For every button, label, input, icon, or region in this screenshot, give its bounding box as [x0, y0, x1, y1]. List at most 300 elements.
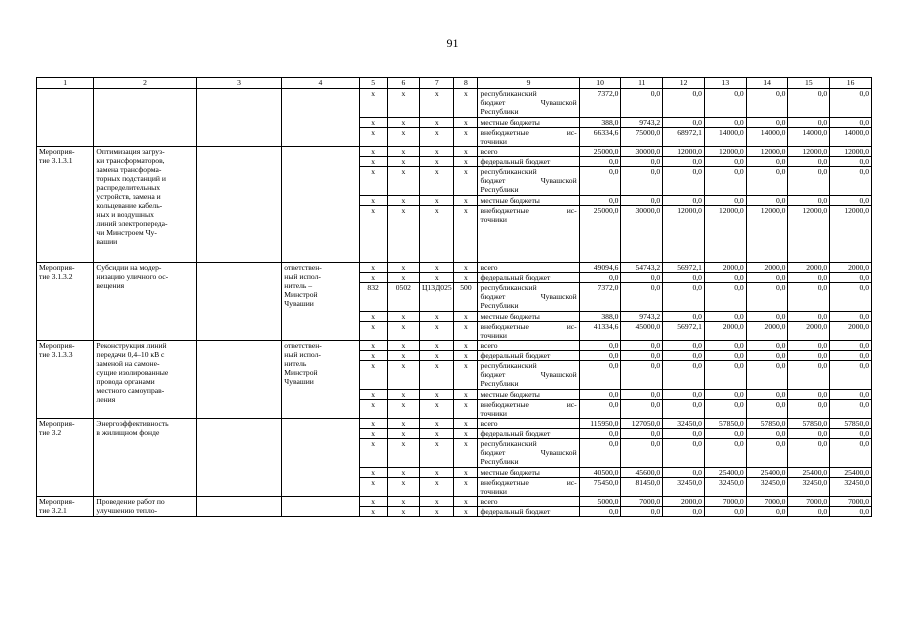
funding-value: 32450,0 [663, 478, 705, 497]
source-text: Чувашской [540, 370, 577, 379]
funding-value: 0,0 [621, 167, 663, 196]
header-row [37, 78, 872, 89]
funding-value: 57850,0 [704, 419, 746, 429]
funding-source [478, 400, 579, 419]
source-text: бюджет [480, 176, 506, 185]
funding-source [478, 478, 579, 497]
budget-code: x [420, 167, 454, 196]
funding-value: 0,0 [788, 196, 830, 206]
source-text: федеральный бюджет [480, 429, 551, 438]
cell-line: тие 3.1.3.3 [39, 350, 73, 359]
cell-line: тие 3.1.3.2 [39, 272, 73, 281]
table-row [37, 341, 872, 351]
source-text: республиканский [480, 283, 537, 292]
funding-value: 2000,0 [830, 322, 872, 341]
funding-value: 0,0 [579, 196, 621, 206]
funding-value: 9743,2 [621, 118, 663, 128]
source-text: республиканский [480, 167, 537, 176]
cell-line: ления [96, 395, 116, 404]
budget-code: x [454, 273, 478, 283]
source-text: ис- [566, 322, 577, 331]
empty-cell [196, 89, 282, 147]
funding-source [478, 167, 579, 196]
budget-code: x [420, 147, 454, 157]
funding-value: 12000,0 [830, 147, 872, 157]
funding-source [478, 263, 579, 273]
cell-line: тие 3.1.3.1 [39, 156, 73, 165]
funding-value: 56972,1 [663, 322, 705, 341]
cell-line: ный испол- [284, 350, 321, 359]
budget-code: x [387, 478, 419, 497]
funding-value: 0,0 [746, 361, 788, 390]
budget-code: Ц13Д025 [420, 283, 454, 312]
measure-title [94, 147, 196, 263]
budget-code: x [359, 439, 387, 468]
column-number: 12 [663, 78, 705, 89]
funding-value: 115950,0 [579, 419, 621, 429]
funding-value: 388,0 [579, 118, 621, 128]
source-text: внебюджетные [480, 322, 529, 331]
budget-code: x [420, 263, 454, 273]
funding-value: 0,0 [704, 283, 746, 312]
cell-line: тие 3.2 [39, 428, 62, 437]
source-text: всего [480, 497, 498, 506]
funding-value: 0,0 [830, 507, 872, 517]
funding-value: 0,0 [663, 89, 705, 118]
budget-code: x [420, 273, 454, 283]
funding-value: 0,0 [579, 157, 621, 167]
budget-code: x [454, 390, 478, 400]
funding-value: 2000,0 [663, 497, 705, 507]
funding-value: 0,0 [663, 167, 705, 196]
cell-line: Энергоэффективность [96, 419, 169, 428]
source-text: бюджет [480, 370, 506, 379]
funding-value: 0,0 [704, 400, 746, 419]
budget-code: x [359, 351, 387, 361]
budget-code: x [420, 497, 454, 507]
budget-code: x [359, 147, 387, 157]
funding-value: 0,0 [621, 283, 663, 312]
funding-value: 75000,0 [621, 128, 663, 147]
funding-value: 12000,0 [788, 206, 830, 263]
funding-value: 75450,0 [579, 478, 621, 497]
funding-value: 0,0 [663, 157, 705, 167]
source-text: Республики [480, 185, 519, 194]
funding-value: 0,0 [704, 157, 746, 167]
funding-value: 0,0 [788, 400, 830, 419]
source-text: внебюджетные [480, 400, 529, 409]
funding-value: 0,0 [621, 157, 663, 167]
funding-value: 2000,0 [788, 322, 830, 341]
cell-line: Чувашии [284, 377, 314, 386]
funding-value: 0,0 [621, 429, 663, 439]
budget-code: x [454, 468, 478, 478]
funding-source [478, 206, 579, 263]
budget-code: x [420, 507, 454, 517]
funding-value: 0,0 [788, 439, 830, 468]
empty-cell [196, 497, 282, 517]
budget-code: x [420, 439, 454, 468]
funding-value: 0,0 [746, 167, 788, 196]
funding-value: 0,0 [621, 507, 663, 517]
source-text: Чувашской [540, 176, 577, 185]
budget-code: x [454, 361, 478, 390]
source-text: Республики [480, 107, 519, 116]
funding-value: 25400,0 [830, 468, 872, 478]
funding-value: 0,0 [746, 429, 788, 439]
funding-value: 32450,0 [788, 478, 830, 497]
cell-line: Реконструкция линий [96, 341, 167, 350]
funding-value: 12000,0 [704, 147, 746, 157]
budget-code: x [387, 206, 419, 263]
funding-value: 0,0 [788, 89, 830, 118]
budget-code: x [420, 89, 454, 118]
funding-source [478, 507, 579, 517]
budget-code: x [420, 478, 454, 497]
funding-value: 0,0 [663, 429, 705, 439]
source-text: местные бюджеты [480, 312, 540, 321]
funding-value: 12000,0 [830, 206, 872, 263]
budget-code: x [359, 312, 387, 322]
funding-value: 2000,0 [704, 322, 746, 341]
budget-code: x [420, 429, 454, 439]
budget-code: x [359, 361, 387, 390]
budget-code: x [454, 312, 478, 322]
funding-value: 2000,0 [746, 322, 788, 341]
funding-value: 0,0 [621, 390, 663, 400]
funding-value: 0,0 [746, 273, 788, 283]
budget-code: x [359, 429, 387, 439]
budget-code: x [359, 507, 387, 517]
funding-value: 0,0 [830, 390, 872, 400]
funding-value: 0,0 [746, 89, 788, 118]
funding-value: 7000,0 [621, 497, 663, 507]
source-text: федеральный бюджет [480, 507, 551, 516]
source-text: Республики [480, 379, 519, 388]
budget-code: x [359, 468, 387, 478]
cell-line: устройств, замена и [96, 192, 161, 201]
funding-value: 0,0 [579, 351, 621, 361]
measure-title [94, 497, 196, 517]
funding-value: 14000,0 [830, 128, 872, 147]
funding-value: 49094,6 [579, 263, 621, 273]
budget-code: x [420, 118, 454, 128]
funding-value: 56972,1 [663, 263, 705, 273]
funding-value: 0,0 [704, 118, 746, 128]
measure-name [37, 497, 94, 517]
source-text: Чувашской [540, 98, 577, 107]
source-text: точники [480, 137, 507, 146]
budget-code: x [454, 478, 478, 497]
funding-value: 0,0 [788, 273, 830, 283]
funding-value: 0,0 [830, 361, 872, 390]
funding-value: 57850,0 [746, 419, 788, 429]
funding-value: 0,0 [830, 429, 872, 439]
source-text: точники [480, 487, 507, 496]
budget-code: x [420, 351, 454, 361]
funding-value: 0,0 [830, 157, 872, 167]
budget-code: x [387, 419, 419, 429]
budget-code: x [420, 322, 454, 341]
cell-line: Чувашии [284, 299, 314, 308]
cell-line: Мероприя- [39, 341, 75, 350]
budget-code: x [387, 507, 419, 517]
table-row [37, 419, 872, 429]
funding-value: 0,0 [663, 196, 705, 206]
source-text: республиканский [480, 439, 537, 448]
funding-value: 0,0 [621, 196, 663, 206]
cell-line: Минстрой [284, 368, 318, 377]
measure-title [94, 89, 196, 147]
funding-value: 0,0 [663, 341, 705, 351]
column-number: 7 [420, 78, 454, 89]
budget-code: x [454, 128, 478, 147]
responsible-executor [282, 419, 359, 497]
funding-value: 0,0 [663, 273, 705, 283]
funding-value: 25400,0 [704, 468, 746, 478]
budget-code: x [387, 341, 419, 351]
budget-code: x [454, 118, 478, 128]
column-number: 2 [94, 78, 196, 89]
budget-code: 0502 [387, 283, 419, 312]
funding-value: 0,0 [704, 196, 746, 206]
funding-value: 0,0 [621, 400, 663, 419]
funding-value: 0,0 [830, 89, 872, 118]
funding-source [478, 429, 579, 439]
budget-code: x [454, 507, 478, 517]
responsible-executor [282, 341, 359, 419]
funding-value: 2000,0 [704, 263, 746, 273]
funding-value: 0,0 [579, 273, 621, 283]
column-number: 10 [579, 78, 621, 89]
funding-value: 0,0 [746, 283, 788, 312]
budget-code: 500 [454, 283, 478, 312]
source-text: ис- [566, 478, 577, 487]
budget-code: x [454, 351, 478, 361]
budget-code: x [454, 429, 478, 439]
funding-value: 30000,0 [621, 206, 663, 263]
cell-line: Мероприя- [39, 419, 75, 428]
funding-value: 7372,0 [579, 89, 621, 118]
funding-value: 7000,0 [788, 497, 830, 507]
measure-name [37, 419, 94, 497]
budget-code: x [359, 390, 387, 400]
source-text: всего [480, 147, 498, 156]
budget-code: x [420, 157, 454, 167]
budget-code: x [359, 419, 387, 429]
cell-line: ответствен- [284, 341, 322, 350]
funding-value: 32450,0 [663, 419, 705, 429]
budget-code: x [454, 147, 478, 157]
responsible-executor [282, 497, 359, 517]
funding-value: 0,0 [663, 361, 705, 390]
budget-code: x [387, 400, 419, 419]
funding-source [478, 468, 579, 478]
funding-value: 0,0 [746, 390, 788, 400]
budget-code: x [359, 400, 387, 419]
funding-value: 0,0 [704, 351, 746, 361]
funding-value: 0,0 [704, 361, 746, 390]
column-number: 4 [282, 78, 359, 89]
budget-code: x [454, 400, 478, 419]
funding-value: 0,0 [746, 196, 788, 206]
source-text: Республики [480, 457, 519, 466]
source-text: республиканский [480, 361, 537, 370]
budget-code: x [359, 128, 387, 147]
column-number: 13 [704, 78, 746, 89]
funding-value: 81450,0 [621, 478, 663, 497]
column-number: 8 [454, 78, 478, 89]
funding-value: 30000,0 [621, 147, 663, 157]
budget-code: x [454, 497, 478, 507]
measure-name [37, 147, 94, 263]
funding-source [478, 196, 579, 206]
funding-value: 0,0 [704, 507, 746, 517]
source-text: всего [480, 341, 498, 350]
budget-code: x [387, 128, 419, 147]
source-text: внебюджетные [480, 128, 529, 137]
cell-line: линий электропереда- [96, 219, 168, 228]
funding-value: 0,0 [746, 439, 788, 468]
column-number: 6 [387, 78, 419, 89]
source-text: ис- [566, 206, 577, 215]
budget-code: x [387, 429, 419, 439]
funding-value: 0,0 [788, 361, 830, 390]
funding-value: 0,0 [663, 312, 705, 322]
funding-value: 40500,0 [579, 468, 621, 478]
funding-source [478, 157, 579, 167]
budget-code: x [359, 89, 387, 118]
funding-source [478, 283, 579, 312]
source-text: федеральный бюджет [480, 273, 551, 282]
table-row [37, 89, 872, 118]
source-text: местные бюджеты [480, 468, 540, 477]
cell-line: кольцевание кабель- [96, 201, 163, 210]
funding-value: 66334,6 [579, 128, 621, 147]
cell-line: ный испол- [284, 272, 321, 281]
budget-code: x [454, 196, 478, 206]
funding-value: 7000,0 [830, 497, 872, 507]
column-number: 1 [37, 78, 94, 89]
funding-source [478, 497, 579, 507]
funding-value: 0,0 [621, 351, 663, 361]
budget-code: x [420, 206, 454, 263]
source-text: местные бюджеты [480, 196, 540, 205]
funding-value: 0,0 [663, 351, 705, 361]
funding-value: 0,0 [746, 351, 788, 361]
budget-code: x [387, 196, 419, 206]
funding-value: 0,0 [621, 341, 663, 351]
funding-value: 25400,0 [788, 468, 830, 478]
funding-value: 25000,0 [579, 147, 621, 157]
funding-value: 2000,0 [830, 263, 872, 273]
table-row [37, 263, 872, 273]
funding-value: 0,0 [663, 468, 705, 478]
column-number: 15 [788, 78, 830, 89]
funding-value: 0,0 [579, 390, 621, 400]
funding-value: 0,0 [830, 196, 872, 206]
empty-cell [196, 147, 282, 263]
funding-source [478, 118, 579, 128]
funding-value: 0,0 [788, 118, 830, 128]
funding-value: 12000,0 [704, 206, 746, 263]
funding-value: 0,0 [788, 157, 830, 167]
funding-source [478, 341, 579, 351]
cell-line: заменой на самоне- [96, 359, 160, 368]
funding-value: 0,0 [830, 439, 872, 468]
measure-name [37, 263, 94, 341]
funding-source [478, 147, 579, 157]
funding-value: 0,0 [621, 89, 663, 118]
funding-value: 54743,2 [621, 263, 663, 273]
funding-value: 14000,0 [704, 128, 746, 147]
budget-code: x [387, 157, 419, 167]
funding-value: 0,0 [788, 341, 830, 351]
measure-title [94, 263, 196, 341]
cell-line: ответствен- [284, 263, 322, 272]
funding-value: 0,0 [830, 341, 872, 351]
source-text: Чувашской [540, 292, 577, 301]
funding-value: 7000,0 [746, 497, 788, 507]
funding-value: 7000,0 [704, 497, 746, 507]
funding-value: 0,0 [788, 351, 830, 361]
funding-value: 32450,0 [746, 478, 788, 497]
budget-code: x [359, 263, 387, 273]
budget-code: x [420, 196, 454, 206]
table-row [37, 497, 872, 507]
budget-code: x [387, 118, 419, 128]
budget-code: x [387, 351, 419, 361]
budget-code: x [387, 497, 419, 507]
budget-code: x [387, 361, 419, 390]
funding-value: 0,0 [788, 167, 830, 196]
cell-line: Мероприя- [39, 497, 75, 506]
funding-value: 0,0 [746, 118, 788, 128]
responsible-executor [282, 147, 359, 263]
cell-line: Минстрой [284, 290, 318, 299]
budget-code: x [359, 273, 387, 283]
source-text: республиканский [480, 89, 537, 98]
budget-code: x [420, 468, 454, 478]
budget-code: x [454, 322, 478, 341]
cell-line: местного самоуправ- [96, 386, 165, 395]
funding-value: 0,0 [788, 283, 830, 312]
empty-cell [196, 341, 282, 419]
source-text: всего [480, 419, 498, 428]
funding-value: 0,0 [663, 439, 705, 468]
source-text: Республики [480, 301, 519, 310]
funding-value: 0,0 [704, 429, 746, 439]
funding-source [478, 390, 579, 400]
cell-line: ных и воздушных [96, 210, 154, 219]
funding-value: 0,0 [830, 351, 872, 361]
funding-value: 0,0 [704, 390, 746, 400]
measure-name [37, 341, 94, 419]
budget-table [36, 77, 872, 517]
funding-source [478, 322, 579, 341]
funding-value: 0,0 [663, 400, 705, 419]
source-text: местные бюджеты [480, 390, 540, 399]
measure-title [94, 419, 196, 497]
funding-value: 0,0 [746, 400, 788, 419]
source-text: бюджет [480, 292, 506, 301]
cell-line: Субсидии на модер- [96, 263, 162, 272]
funding-value: 9743,2 [621, 312, 663, 322]
funding-value: 0,0 [579, 167, 621, 196]
source-text: федеральный бюджет [480, 157, 551, 166]
funding-value: 25400,0 [746, 468, 788, 478]
budget-code: x [420, 361, 454, 390]
